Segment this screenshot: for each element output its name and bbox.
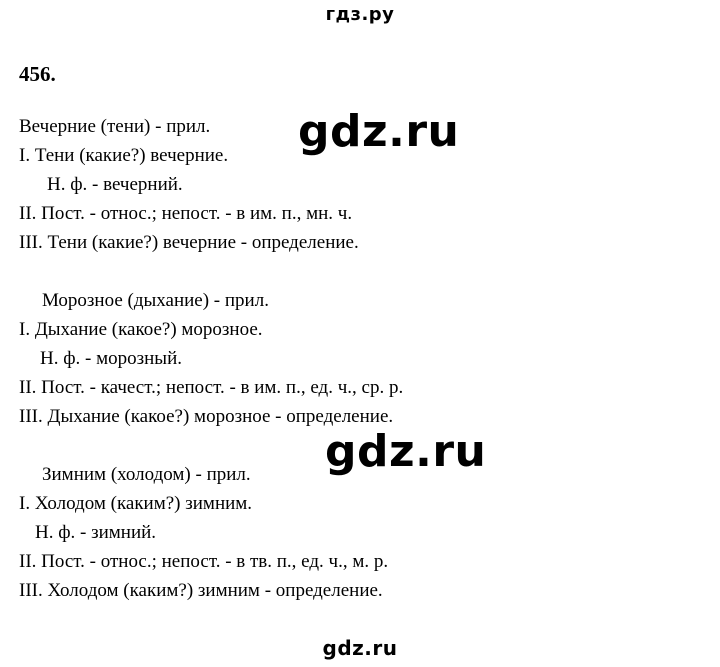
block2-line5: III. Дыхание (какое?) морозное - определение. (19, 406, 394, 427)
block3-line1: Зимним (холодом) - прил. (42, 464, 251, 485)
block3-line2: I. Холодом (каким?) зимним. (19, 493, 253, 514)
block2-line2: I. Дыхание (какое?) морозное. (19, 319, 263, 340)
block3-line4: II. Пост. - относ.; непост. - в тв. п., ед. ч., м. р. (19, 551, 389, 572)
block1-line1: Вечерние (тени) - прил. (19, 116, 211, 137)
block1-line5: III. Тени (какие?) вечерние - определение. (19, 232, 359, 253)
block2-line1: Морозное (дыхание) - прил. (42, 290, 269, 311)
block1-line4: II. Пост. - относ.; непост. - в им. п., мн. ч. (19, 203, 353, 224)
watermark-middle: gdz.ru (325, 426, 487, 477)
block1-line3: Н. ф. - вечерний. (47, 174, 183, 195)
site-header: гдз.ру (325, 4, 395, 25)
block2-line4: II. Пост. - качест.; непост. - в им. п., ед. ч., ср. р. (19, 377, 404, 398)
block1-line2: I. Тени (какие?) вечерние. (19, 145, 229, 166)
block2-line3: Н. ф. - морозный. (40, 348, 182, 369)
block3-line5: III. Холодом (каким?) зимним - определение. (19, 580, 383, 601)
block3-line3: Н. ф. - зимний. (35, 522, 157, 543)
site-footer: gdz.ru (322, 636, 398, 660)
watermark-top: gdz.ru (298, 106, 460, 157)
exercise-number: 456. (19, 62, 56, 86)
